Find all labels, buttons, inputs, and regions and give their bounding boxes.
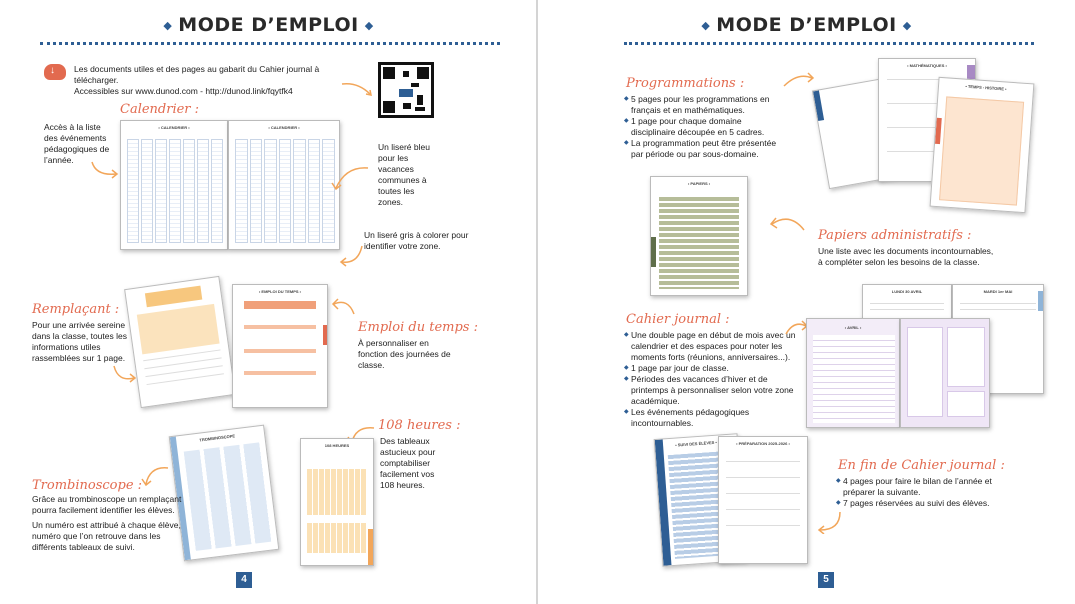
lisere-gris-desc: Un liseré gris à colorer pour identifier votre zone. — [364, 230, 469, 251]
cahier-thumb-avril: • AVRIL • — [806, 318, 900, 428]
remplacant-desc: Pour une arrivée sereine dans la classe, toutes les informations utiles rassemblées sur 1 page. — [32, 320, 127, 363]
cahier-thumb-page — [900, 318, 990, 428]
cahier-thumb-lundi: LUNDI 30 AVRIL — [862, 284, 952, 394]
curved-arrow-icon — [330, 166, 370, 196]
heures-heading: 108 heures : — [378, 418, 461, 433]
trombi-heading: Trombinoscope : — [32, 478, 143, 493]
fin-list: ◆ 4 pages pour faire le bilan de l’année et préparer la suivante. ◆ 7 pages réservées au suivi des élèves. — [836, 476, 1022, 509]
right-page — [538, 0, 1075, 604]
left-page — [0, 0, 537, 604]
remplacant-thumb — [124, 276, 236, 408]
curved-arrow-icon — [140, 466, 170, 488]
emploi-desc: À personnaliser en fonction des journées de classe. — [358, 338, 451, 370]
calendrier-desc: Accès à la liste des événements pédagogiques de l’année. — [44, 122, 110, 165]
emploi-thumb: • EMPLOI DU TEMPS • — [232, 284, 328, 408]
papiers-thumb: • PAPIERS • — [650, 176, 748, 296]
trombi-thumb: TROMBINOSCOPE — [169, 425, 280, 562]
download-icon — [44, 64, 66, 80]
qr-code-icon — [378, 62, 434, 118]
page-number: 4 — [236, 572, 252, 588]
trombi-desc2: Un numéro est attribué à chaque élève, numéro que l’on retrouve dans les différents tableaux de suivi. — [32, 520, 181, 552]
prog-thumb-math: • MATHÉMATIQUES • — [878, 58, 976, 182]
calendrier-heading: Calendrier : — [120, 102, 200, 117]
page-title: ◆ MODE D’EMPLOI ◆ — [163, 14, 374, 36]
curved-arrow-icon — [340, 80, 376, 100]
preparation-thumb: • PRÉPARATION 2025-2026 • — [718, 436, 808, 564]
curved-arrow-icon — [782, 70, 818, 90]
heures-thumb: 108 HEURES — [300, 438, 374, 566]
fin-heading: En fin de Cahier journal : — [838, 458, 1005, 473]
curved-arrow-icon — [328, 296, 356, 320]
curved-arrow-icon — [336, 244, 366, 270]
page-number: 5 — [818, 572, 834, 588]
calendrier-thumb-left: • CALENDRIER • — [120, 120, 228, 250]
calendrier-thumb-right: • CALENDRIER • — [228, 120, 340, 250]
cahier-thumb-mardi: MARDI 1er MAI — [952, 284, 1044, 394]
curved-arrow-icon — [90, 160, 120, 180]
cahier-list: ◆ Une double page en début de mois avec un calendrier et des espaces pour noter les moments forts (réunions, anniversaires...). ◆ 1 page par jour de classe. ◆ Périodes des vacances d’hiver et de printemps à personnaliser selon votre zone académique. ◆ Les événements pédagogiques incontournables. — [624, 330, 800, 429]
title-rule — [624, 42, 1034, 45]
lisere-bleu-desc: Un liseré bleu pour les vacances communes à toutes les zones. — [378, 142, 430, 207]
trombi-desc1: Grâce au trombinoscope un remplaçant pourra facilement identifier les élèves. — [32, 494, 182, 515]
papiers-desc: Une liste avec les documents incontournables, à compléter selon les besoins de la classe. — [818, 246, 994, 267]
prog-thumb-temps: • TEMPS - HISTOIRE • — [930, 77, 1035, 213]
emploi-heading: Emploi du temps : — [358, 320, 478, 335]
download-text: Les documents utiles et des pages au gabarit du Cahier journal à télécharger. Accessibles sur www.dunod.com - http://dunod.link/fqytfk4 — [74, 64, 320, 96]
programmations-heading: Programmations : — [626, 76, 745, 91]
cahier-heading: Cahier journal : — [626, 312, 730, 327]
page-title: ◆ MODE D’EMPLOI ◆ — [701, 14, 912, 36]
curved-arrow-icon — [814, 510, 844, 534]
papiers-heading: Papiers administratifs : — [818, 228, 972, 243]
curved-arrow-icon — [766, 212, 806, 234]
suivi-thumb: • SUIVI DES ÉLÈVES • — [654, 433, 747, 567]
remplacant-heading: Remplaçant : — [32, 302, 120, 317]
programmations-list: ◆ 5 pages pour les programmations en français et en mathématiques. ◆ 1 page pour chaque domaine disciplinaire découpée en 5 cadres. ◆ La programmation peut être présentée par période ou par sous-domaine. — [624, 94, 784, 160]
heures-desc: Des tableaux astucieux pour comptabiliser facilement vos 108 heures. — [380, 436, 436, 490]
curved-arrow-icon — [112, 364, 138, 386]
title-rule — [40, 42, 500, 45]
